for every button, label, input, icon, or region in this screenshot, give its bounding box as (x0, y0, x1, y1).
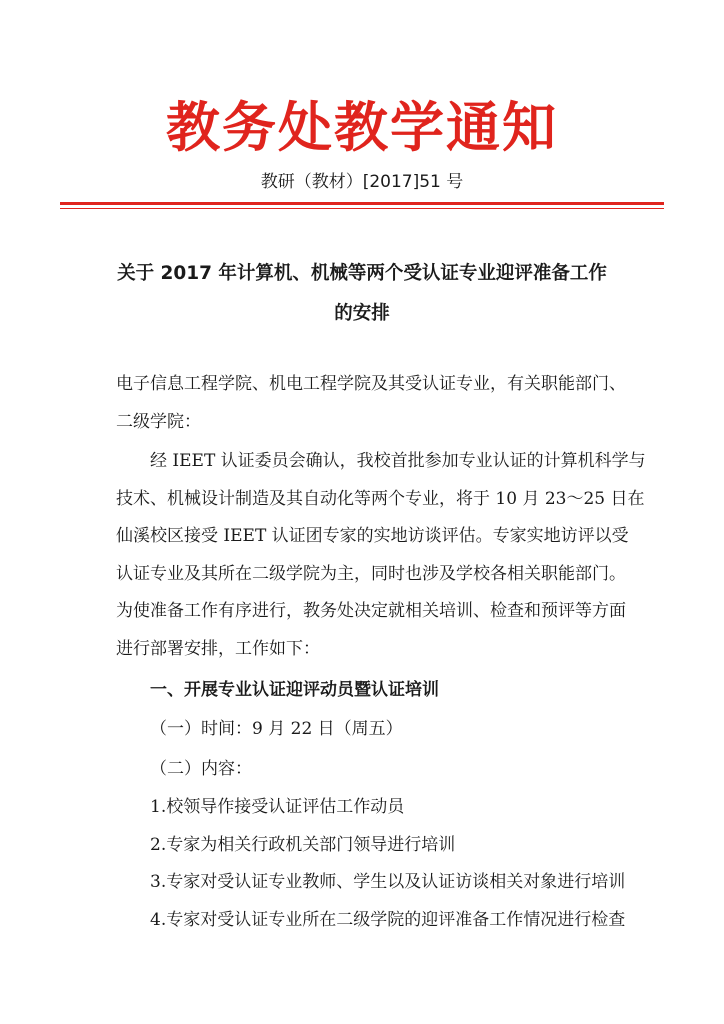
intro-line-2: 技术、机械设计制造及其自动化等两个专业，将于 10 月 23～25 日在 (116, 488, 645, 509)
section-1 (116, 672, 636, 710)
title-line-2: 的安排 (334, 303, 390, 324)
list-item: 4.专家对受认证专业所在二级学院的迎评准备工作情况进行检查 (150, 909, 626, 930)
section-1-time-block (116, 711, 636, 749)
intro-line-3: 仙溪校区接受 IEET 认证团专家的实地访谈评估。专家实地访评以受 (116, 526, 629, 546)
section-1-time: （一）时间：9 月 22 日（周五） (150, 719, 403, 739)
section-1-items (116, 789, 636, 939)
document-number: 教研（教材）[2017]51 号 (260, 172, 464, 192)
title-line-1: 关于 2017 年计算机、机械等两个受认证专业迎评准备工作 (117, 263, 607, 284)
list-item: 3.专家对受认证专业教师、学生以及认证访谈相关对象进行培训 (150, 872, 626, 892)
addressee-line-1: 电子信息工程学院、机电工程学院及其受认证专业，有关职能部门、 (116, 374, 626, 394)
list-item: 1.校领导作接受认证评估工作动员 (150, 797, 405, 817)
intro-line-4: 认证专业及其所在二级学院为主，同时也涉及学校各相关职能部门。 (116, 563, 626, 584)
intro-line-5: 为使准备工作有序进行，教务处决定就相关培训、检查和预评等方面 (116, 601, 626, 621)
section-1-heading: 一、开展专业认证迎评动员暨认证培训 (150, 680, 439, 700)
header-divider-thick (60, 202, 664, 205)
intro-paragraph (116, 443, 646, 668)
list-item: 2.专家为相关行政机关部门领导进行培训 (150, 834, 456, 855)
section-1-content-block (116, 751, 636, 789)
notice-title (60, 254, 664, 334)
header-divider-thin (60, 208, 664, 209)
addressee (116, 366, 636, 441)
section-1-content-label: （二）内容： (150, 759, 252, 779)
addressee-line-2: 二级学院： (116, 411, 201, 432)
masthead-title: 教务处教学通知 (166, 95, 558, 159)
intro-line-1: 经 IEET 认证委员会确认，我校首批参加专业认证的计算机科学与 (150, 451, 646, 471)
intro-line-6: 进行部署安排，工作如下： (116, 638, 320, 659)
